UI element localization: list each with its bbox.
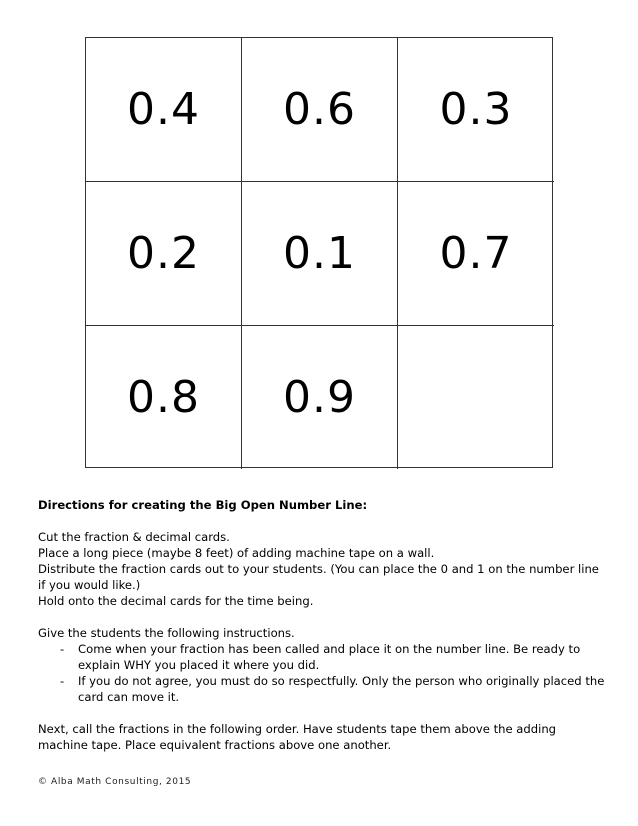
instructions-intro: Give the students the following instructions. <box>38 626 295 640</box>
direction-step: Hold onto the decimal cards for the time being. <box>38 594 314 608</box>
directions-heading: Directions for creating the Big Open Number Line: <box>38 498 368 512</box>
copyright-footer: © Alba Math Consulting, 2015 <box>38 777 192 787</box>
closing-paragraph: Next, call the fractions in the following order. Have students tape them above the adding machine tape. Place equivalent fractions above one another. <box>38 722 557 752</box>
instructions-list <box>38 641 608 705</box>
decimal-card: 0.7 <box>398 182 554 326</box>
direction-step: Place a long piece (maybe 8 feet) of adding machine tape on a wall. <box>38 546 435 560</box>
instruction-item: - Come when your fraction has been called and place it on the number line. Be ready to explain WHY you placed it where you did. <box>60 642 581 672</box>
decimal-card: 0.8 <box>86 326 242 469</box>
direction-step: Cut the fraction & decimal cards. <box>38 530 230 544</box>
decimal-card: 0.4 <box>86 38 242 182</box>
directions-section <box>38 497 608 753</box>
direction-step: Distribute the fraction cards out to your students. (You can place the 0 and 1 on the number line if you would like.) <box>38 562 599 592</box>
decimal-card-empty <box>398 326 554 469</box>
decimal-card-grid <box>85 37 553 468</box>
decimal-card: 0.9 <box>242 326 398 469</box>
decimal-card: 0.2 <box>86 182 242 326</box>
instruction-item: - If you do not agree, you must do so respectfully. Only the person who originally placed the card can move it. <box>60 674 605 704</box>
instruction-text: Come when your fraction has been called and place it on the number line. Be ready to explain WHY you placed it where you did. <box>78 642 581 672</box>
decimal-card: 0.1 <box>242 182 398 326</box>
decimal-card: 0.3 <box>398 38 554 182</box>
decimal-card: 0.6 <box>242 38 398 182</box>
instruction-text: If you do not agree, you must do so respectfully. Only the person who originally placed the card can move it. <box>78 674 605 704</box>
